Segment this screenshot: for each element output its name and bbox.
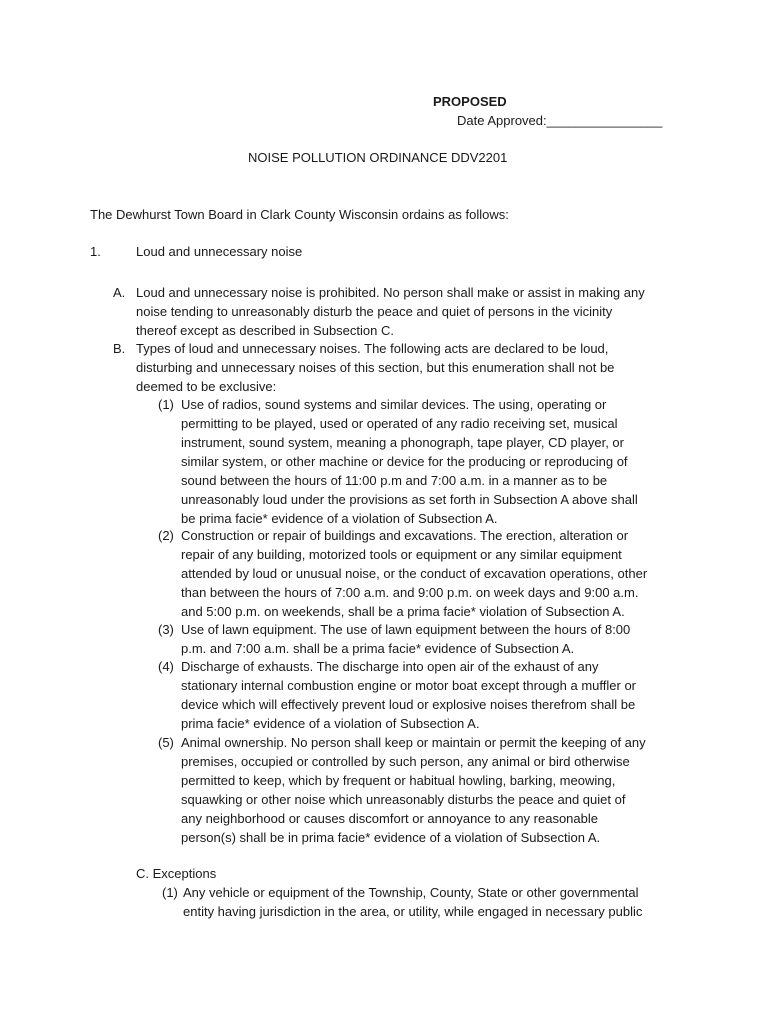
item-letter-a: A. (113, 285, 126, 300)
paragraph-line: permitting to be played, used or operated of any radio receiving set, musical (181, 416, 618, 431)
paragraph-b2 (181, 526, 647, 621)
paragraph-b3 (181, 620, 630, 658)
paragraph-line: prima facie* evidence of a violation of Subsection A. (181, 716, 480, 731)
item-number-c1: (1) (162, 885, 178, 900)
item-number-b3: (3) (158, 622, 174, 637)
date-approved: Date Approved:________________ (457, 113, 663, 128)
paragraph-b5 (181, 733, 646, 847)
paragraph-line: disturbing and unnecessary noises of this section, but this enumeration shall not be (136, 360, 615, 375)
proposed-label: PROPOSED (433, 94, 507, 109)
paragraph-line: Loud and unnecessary noise is prohibited. No person shall make or assist in making any (136, 285, 645, 300)
paragraph-line: instrument, sound system, meaning a phonograph, tape player, CD player, or (181, 435, 624, 450)
paragraph-line: similar system, or other machine or device for the producing or reproducing of (181, 454, 628, 469)
paragraph-line: squawking or other noise which unreasonably disturbs the peace and quiet of (181, 792, 626, 807)
paragraph-line: permitted to keep, which by frequent or habitual howling, barking, meowing, (181, 773, 616, 788)
paragraph-line: Use of radios, sound systems and similar devices. The using, operating or (181, 397, 607, 412)
paragraph-line: than between the hours of 7:00 a.m. and 9:00 p.m. on week days and 9:00 a.m. (181, 585, 639, 600)
paragraph-line: Animal ownership. No person shall keep or maintain or permit the keeping of any (181, 735, 646, 750)
document-title: NOISE POLLUTION ORDINANCE DDV2201 (248, 150, 508, 165)
paragraph-line: Discharge of exhausts. The discharge into open air of the exhaust of any (181, 659, 599, 674)
paragraph-line: be prima facie* evidence of a violation of Subsection A. (181, 511, 498, 526)
item-letter-b: B. (113, 341, 126, 356)
paragraph-line: Types of loud and unnecessary noises. The following acts are declared to be loud, (136, 341, 609, 356)
exceptions-heading: C. Exceptions (136, 866, 217, 881)
paragraph-line: deemed to be exclusive: (136, 379, 277, 394)
paragraph-line: thereof except as described in Subsection C. (136, 323, 394, 338)
section-number: 1. (90, 244, 101, 259)
paragraph-line: repair of any building, motorized tools or equipment or any similar equipment (181, 547, 622, 562)
intro-text: The Dewhurst Town Board in Clark County Wisconsin ordains as follows: (90, 207, 509, 222)
paragraph-line: noise tending to unreasonably disturb the peace and quiet of persons in the vicinity (136, 304, 613, 319)
paragraph-c1 (183, 883, 642, 921)
paragraph-line: sound between the hours of 11:00 p.m and 7:00 a.m. in a manner as to be (181, 473, 608, 488)
paragraph-line: Construction or repair of buildings and excavations. The erection, alteration or (181, 528, 629, 543)
paragraph-a (136, 283, 645, 340)
paragraph-line: entity having jurisdiction in the area, or utility, while engaged in necessary public (183, 904, 643, 919)
paragraph-line: stationary internal combustion engine or motor boat except through a muffler or (181, 678, 637, 693)
paragraph-line: attended by loud or unusual noise, or the conduct of excavation operations, other (181, 566, 648, 581)
paragraph-line: device which will effectively prevent loud or explosive noises therefrom shall be (181, 697, 636, 712)
paragraph-b4 (181, 657, 636, 733)
paragraph-line: premises, occupied or controlled by such person, any animal or bird otherwise (181, 754, 630, 769)
item-number-b2: (2) (158, 528, 174, 543)
paragraph-line: p.m. and 7:00 a.m. shall be a prima facie* evidence of Subsection A. (181, 641, 575, 656)
paragraph-line: unreasonably loud under the provisions as set forth in Subsection A above shall (181, 492, 638, 507)
item-number-b4: (4) (158, 659, 174, 674)
paragraph-line: Use of lawn equipment. The use of lawn equipment between the hours of 8:00 (181, 622, 631, 637)
paragraph-line: any neighborhood or causes discomfort or annoyance to any reasonable (181, 811, 598, 826)
paragraph-line: and 5:00 p.m. on weekends, shall be a prima facie* violation of Subsection A. (181, 604, 625, 619)
item-number-b1: (1) (158, 397, 174, 412)
item-number-b5: (5) (158, 735, 174, 750)
paragraph-line: person(s) shall be in prima facie* evidence of a violation of Subsection A. (181, 830, 601, 845)
section-title: Loud and unnecessary noise (136, 244, 303, 259)
paragraph-b (136, 339, 614, 396)
paragraph-b1 (181, 395, 638, 528)
paragraph-line: Any vehicle or equipment of the Township, County, State or other governmental (183, 885, 639, 900)
